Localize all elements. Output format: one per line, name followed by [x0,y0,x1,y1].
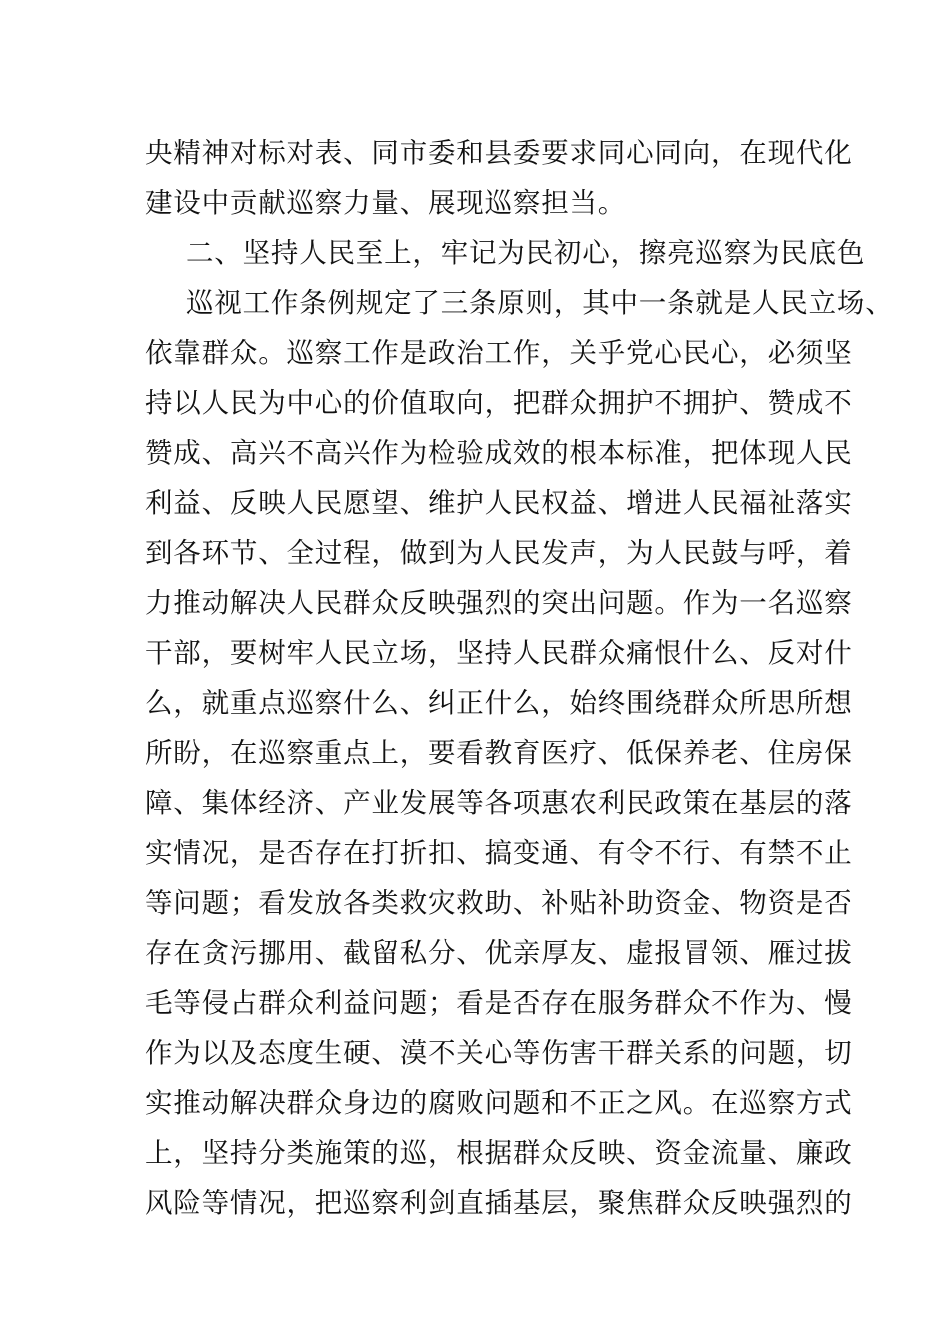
text-line: 存在贪污挪用、截留私分、优亲厚友、虚报冒领、雁过拔 [145,937,853,969]
text-line: 持以人民为中心的价值取向，把群众拥护不拥护、赞成不 [145,387,853,419]
text-line: 干部，要树牢人民立场，坚持人民群众痛恨什么、反对什 [145,637,853,669]
text-line: 毛等侵占群众利益问题；看是否存在服务群众不作为、慢 [145,987,853,1019]
text-line: 么，就重点巡察什么、纠正什么，始终围绕群众所思所想 [145,687,853,719]
text-line: 央精神对标对表、同市委和县委要求同心同向，在现代化 [145,137,853,169]
text-line: 障、集体经济、产业发展等各项惠农利民政策在基层的落 [145,787,853,819]
text-line: 到各环节、全过程，做到为人民发声，为人民鼓与呼，着 [145,537,853,569]
text-line: 等问题；看发放各类救灾救助、补贴补助资金、物资是否 [145,887,853,919]
text-line: 实情况，是否存在打折扣、搞变通、有令不行、有禁不止 [145,837,853,869]
body-text [145,128,894,1228]
text-line: 利益、反映人民愿望、维护人民权益、增进人民福祉落实 [145,487,853,519]
text-line: 作为以及态度生硬、漠不关心等伤害干群关系的问题，切 [145,1037,853,1069]
text-line: 建设中贡献巡察力量、展现巡察担当。 [145,187,627,219]
text-line: 力推动解决人民群众反映强烈的突出问题。作为一名巡察 [145,587,853,619]
text-line: 赞成、高兴不高兴作为检验成效的根本标准，把体现人民 [145,437,853,469]
text-line: 风险等情况，把巡察利剑直插基层，聚焦群众反映强烈的 [145,1187,853,1219]
text-line: 上，坚持分类施策的巡，根据群众反映、资金流量、廉政 [145,1137,853,1169]
text-line: 依靠群众。巡察工作是政治工作，关乎党心民心，必须坚 [145,337,853,369]
text-line: 所盼，在巡察重点上，要看教育医疗、低保养老、住房保 [145,737,853,769]
text-line: 巡视工作条例规定了三条原则，其中一条就是人民立场、 [186,287,894,319]
text-line: 实推动解决群众身边的腐败问题和不正之风。在巡察方式 [145,1087,853,1119]
section-heading: 二、坚持人民至上，牢记为民初心，擦亮巡察为民底色 [186,237,866,269]
